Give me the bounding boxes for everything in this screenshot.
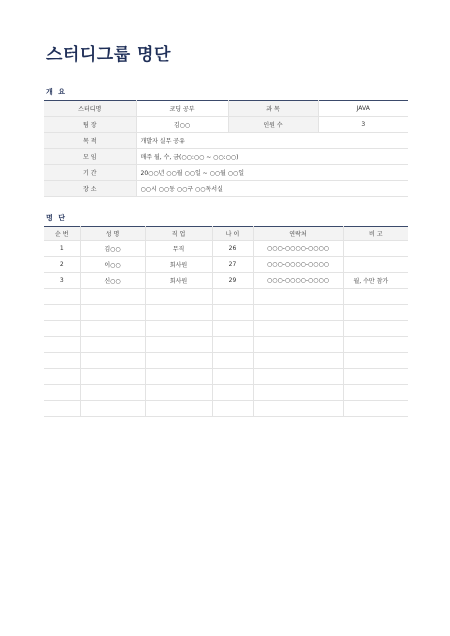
overview-label-cell: 기 간 [44,165,136,181]
member-cell [44,369,80,385]
member-cell [212,353,253,369]
table-row [44,401,408,417]
overview-table [44,100,408,197]
member-cell [212,305,253,321]
member-cell [253,353,343,369]
overview-label-cell: 모 임 [44,149,136,165]
table-row [44,241,408,257]
members-column-header: 성 명 [80,227,145,241]
member-cell [343,241,408,257]
member-cell [80,385,145,401]
member-cell [145,353,212,369]
member-cell: 회사원 [145,273,212,289]
overview-value-cell: 매주 월, 수, 금(○○:○○ ~ ○○:○○) [136,149,408,165]
member-cell [253,401,343,417]
member-cell [44,305,80,321]
member-cell [343,337,408,353]
overview-label-cell: 장 소 [44,181,136,197]
member-cell [212,369,253,385]
table-row [44,257,408,273]
member-cell: 29 [212,273,253,289]
member-cell [80,353,145,369]
member-cell [253,305,343,321]
member-cell [343,401,408,417]
overview-label-cell: 목 적 [44,133,136,149]
member-cell [44,337,80,353]
member-cell: 월, 수만 참가 [343,273,408,289]
overview-row [44,165,408,181]
member-cell [343,305,408,321]
member-cell [343,353,408,369]
table-row [44,385,408,401]
member-cell [145,401,212,417]
table-row [44,289,408,305]
member-cell [343,289,408,305]
member-cell [145,385,212,401]
table-row [44,305,408,321]
member-cell [145,305,212,321]
overview-row [44,117,408,133]
members-column-header: 연락처 [253,227,343,241]
member-cell [44,401,80,417]
member-cell: 1 [44,241,80,257]
member-cell [253,369,343,385]
members-table [44,226,408,417]
member-cell [145,289,212,305]
overview-row [44,149,408,165]
table-row [44,369,408,385]
member-cell: ○○○-○○○○-○○○○ [253,257,343,273]
members-column-header: 직 업 [145,227,212,241]
member-cell [212,385,253,401]
members-column-header: 나 이 [212,227,253,241]
member-cell: 이○○ [80,257,145,273]
table-row [44,337,408,353]
member-cell [253,385,343,401]
members-column-header: 순 번 [44,227,80,241]
member-cell [253,337,343,353]
table-row [44,353,408,369]
overview-heading: 개 요 [46,88,67,96]
member-cell [343,369,408,385]
member-cell [212,401,253,417]
overview-value-cell: ○○시 ○○동 ○○구 ○○독서실 [136,181,408,197]
member-cell [212,321,253,337]
member-cell [44,289,80,305]
member-cell [253,321,343,337]
overview-label-cell: 팀 장 [44,117,136,133]
member-cell: 27 [212,257,253,273]
member-cell [80,321,145,337]
member-cell: 회사원 [145,257,212,273]
overview-value-cell: 3 [318,117,408,133]
member-cell: 무직 [145,241,212,257]
member-cell [80,289,145,305]
member-cell: 3 [44,273,80,289]
member-cell [80,401,145,417]
overview-label-cell: 스터디명 [44,101,136,117]
table-row [44,273,408,289]
member-cell: ○○○-○○○○-○○○○ [253,241,343,257]
member-cell: 신○○ [80,273,145,289]
overview-value-cell: 20○○년 ○○월 ○○일 ~ ○○월 ○○일 [136,165,408,181]
overview-row [44,181,408,197]
member-cell [212,337,253,353]
members-header-row [44,227,408,241]
member-cell [80,305,145,321]
member-cell [44,321,80,337]
member-cell: 김○○ [80,241,145,257]
overview-row [44,133,408,149]
overview-value-cell: 김○○ [136,117,228,133]
member-cell [343,257,408,273]
member-cell [145,369,212,385]
member-cell [80,369,145,385]
member-cell [212,289,253,305]
overview-value-cell: 코딩 공부 [136,101,228,117]
member-cell [44,385,80,401]
members-heading: 명 단 [46,214,67,222]
member-cell [253,289,343,305]
table-row [44,321,408,337]
overview-label-cell: 과 목 [228,101,318,117]
member-cell [145,321,212,337]
member-cell: 26 [212,241,253,257]
page-title: 스터디그룹 명단 [46,45,171,65]
member-cell: 2 [44,257,80,273]
overview-value-cell: JAVA [318,101,408,117]
overview-value-cell: 개발자 실무 공유 [136,133,408,149]
member-cell [145,337,212,353]
overview-label-cell: 인원 수 [228,117,318,133]
member-cell: ○○○-○○○○-○○○○ [253,273,343,289]
member-cell [44,353,80,369]
overview-row [44,101,408,117]
member-cell [343,385,408,401]
member-cell [343,321,408,337]
members-column-header: 비 고 [343,227,408,241]
member-cell [80,337,145,353]
